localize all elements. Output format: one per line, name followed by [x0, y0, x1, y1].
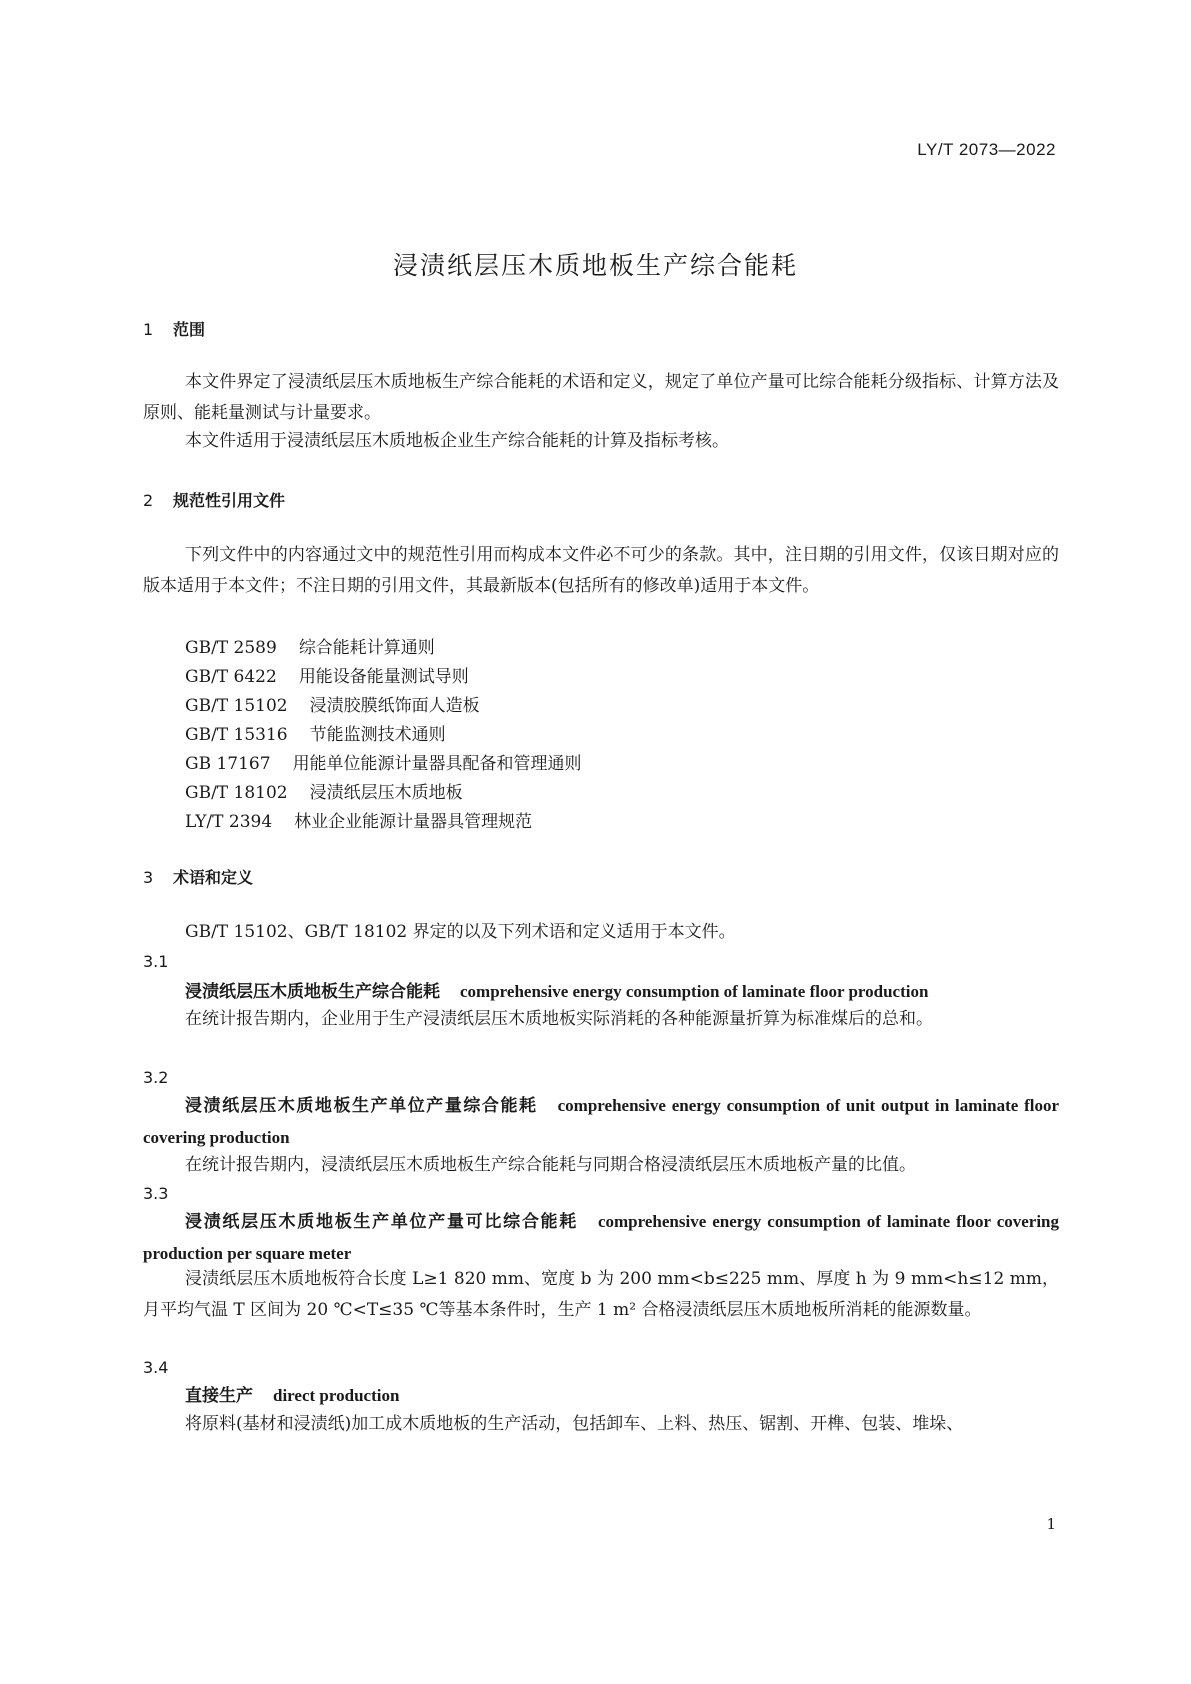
paragraph: 下列文件中的内容通过文中的规范性引用而构成本文件必不可少的条款。其中，注日期的引用文件，仅该日期对应的版本适用于本文件；不注日期的引用文件，其最新版本(包括所有的修改单)适用于本文件。 [143, 545, 1059, 596]
section-1-heading [143, 317, 205, 340]
clause-number: 3.3 [143, 1184, 169, 1203]
reference-item: LY/T 2394 林业企业能源计量器具管理规范 [185, 812, 533, 832]
clause-number: 3.2 [143, 1068, 169, 1087]
section-title: 术语和定义 [173, 868, 254, 887]
section-number: 2 [143, 491, 154, 510]
reference-item: GB/T 15316 节能监测技术通则 [185, 725, 446, 745]
clause-number: 3.1 [143, 952, 169, 971]
section-title: 规范性引用文件 [173, 491, 286, 510]
term-heading: 浸渍纸层压木质地板生产单位产量综合能耗 comprehensive energy consumption of unit output in laminate floor covering production [143, 1096, 1060, 1147]
section-number: 1 [143, 320, 154, 339]
term-heading: 直接生产 direct production [185, 1386, 400, 1406]
clause-number: 3.4 [143, 1358, 169, 1377]
term-heading: 浸渍纸层压木质地板生产综合能耗 comprehensive energy consumption of laminate floor production [185, 982, 929, 1002]
section-title: 范围 [173, 320, 206, 339]
reference-item: GB/T 6422 用能设备能量测试导则 [185, 667, 469, 687]
reference-item: GB/T 18102 浸渍纸层压木质地板 [185, 783, 463, 803]
term-heading: 浸渍纸层压木质地板生产单位产量可比综合能耗 comprehensive energy consumption of laminate floor covering production per square meter [143, 1212, 1060, 1263]
paragraph: 本文件界定了浸渍纸层压木质地板生产综合能耗的术语和定义，规定了单位产量可比综合能耗分级指标、计算方法及原则、能耗量测试与计量要求。 [143, 372, 1059, 423]
term-definition: 将原料(基材和浸渍纸)加工成木质地板的生产活动，包括卸车、上料、热压、锯割、开榫、包装、堆垛、 [185, 1414, 964, 1434]
term-definition: 在统计报告期内，企业用于生产浸渍纸层压木质地板实际消耗的各种能源量折算为标准煤后的总和。 [185, 1009, 933, 1029]
term-definition: 浸渍纸层压木质地板符合长度 L≥1 820 mm、宽度 b 为 200 mm<b≤225 mm、厚度 h 为 9 mm<h≤12 mm，月平均气温 T 区间为 20 ℃<T≤35 ℃等基本条件时，生产 1 m² 合格浸渍纸层压木质地板所消耗的能源数量。 [143, 1269, 1059, 1320]
paragraph: GB/T 15102、GB/T 18102 界定的以及下列术语和定义适用于本文件。 [185, 922, 736, 942]
standard-number: LY/T 2073—2022 [917, 140, 1056, 159]
page-number: 1 [1046, 1515, 1056, 1533]
reference-item: GB 17167 用能单位能源计量器具配备和管理通则 [185, 754, 582, 774]
term-definition: 在统计报告期内，浸渍纸层压木质地板生产综合能耗与同期合格浸渍纸层压木质地板产量的比值。 [185, 1155, 916, 1175]
section-3-heading [143, 865, 253, 888]
section-number: 3 [143, 868, 154, 887]
reference-item: GB/T 15102 浸渍胶膜纸饰面人造板 [185, 696, 480, 716]
section-2-heading [143, 488, 285, 511]
document-title: 浸渍纸层压木质地板生产综合能耗 [392, 251, 798, 280]
reference-item: GB/T 2589 综合能耗计算通则 [185, 638, 435, 658]
paragraph: 本文件适用于浸渍纸层压木质地板企业生产综合能耗的计算及指标考核。 [185, 431, 729, 451]
